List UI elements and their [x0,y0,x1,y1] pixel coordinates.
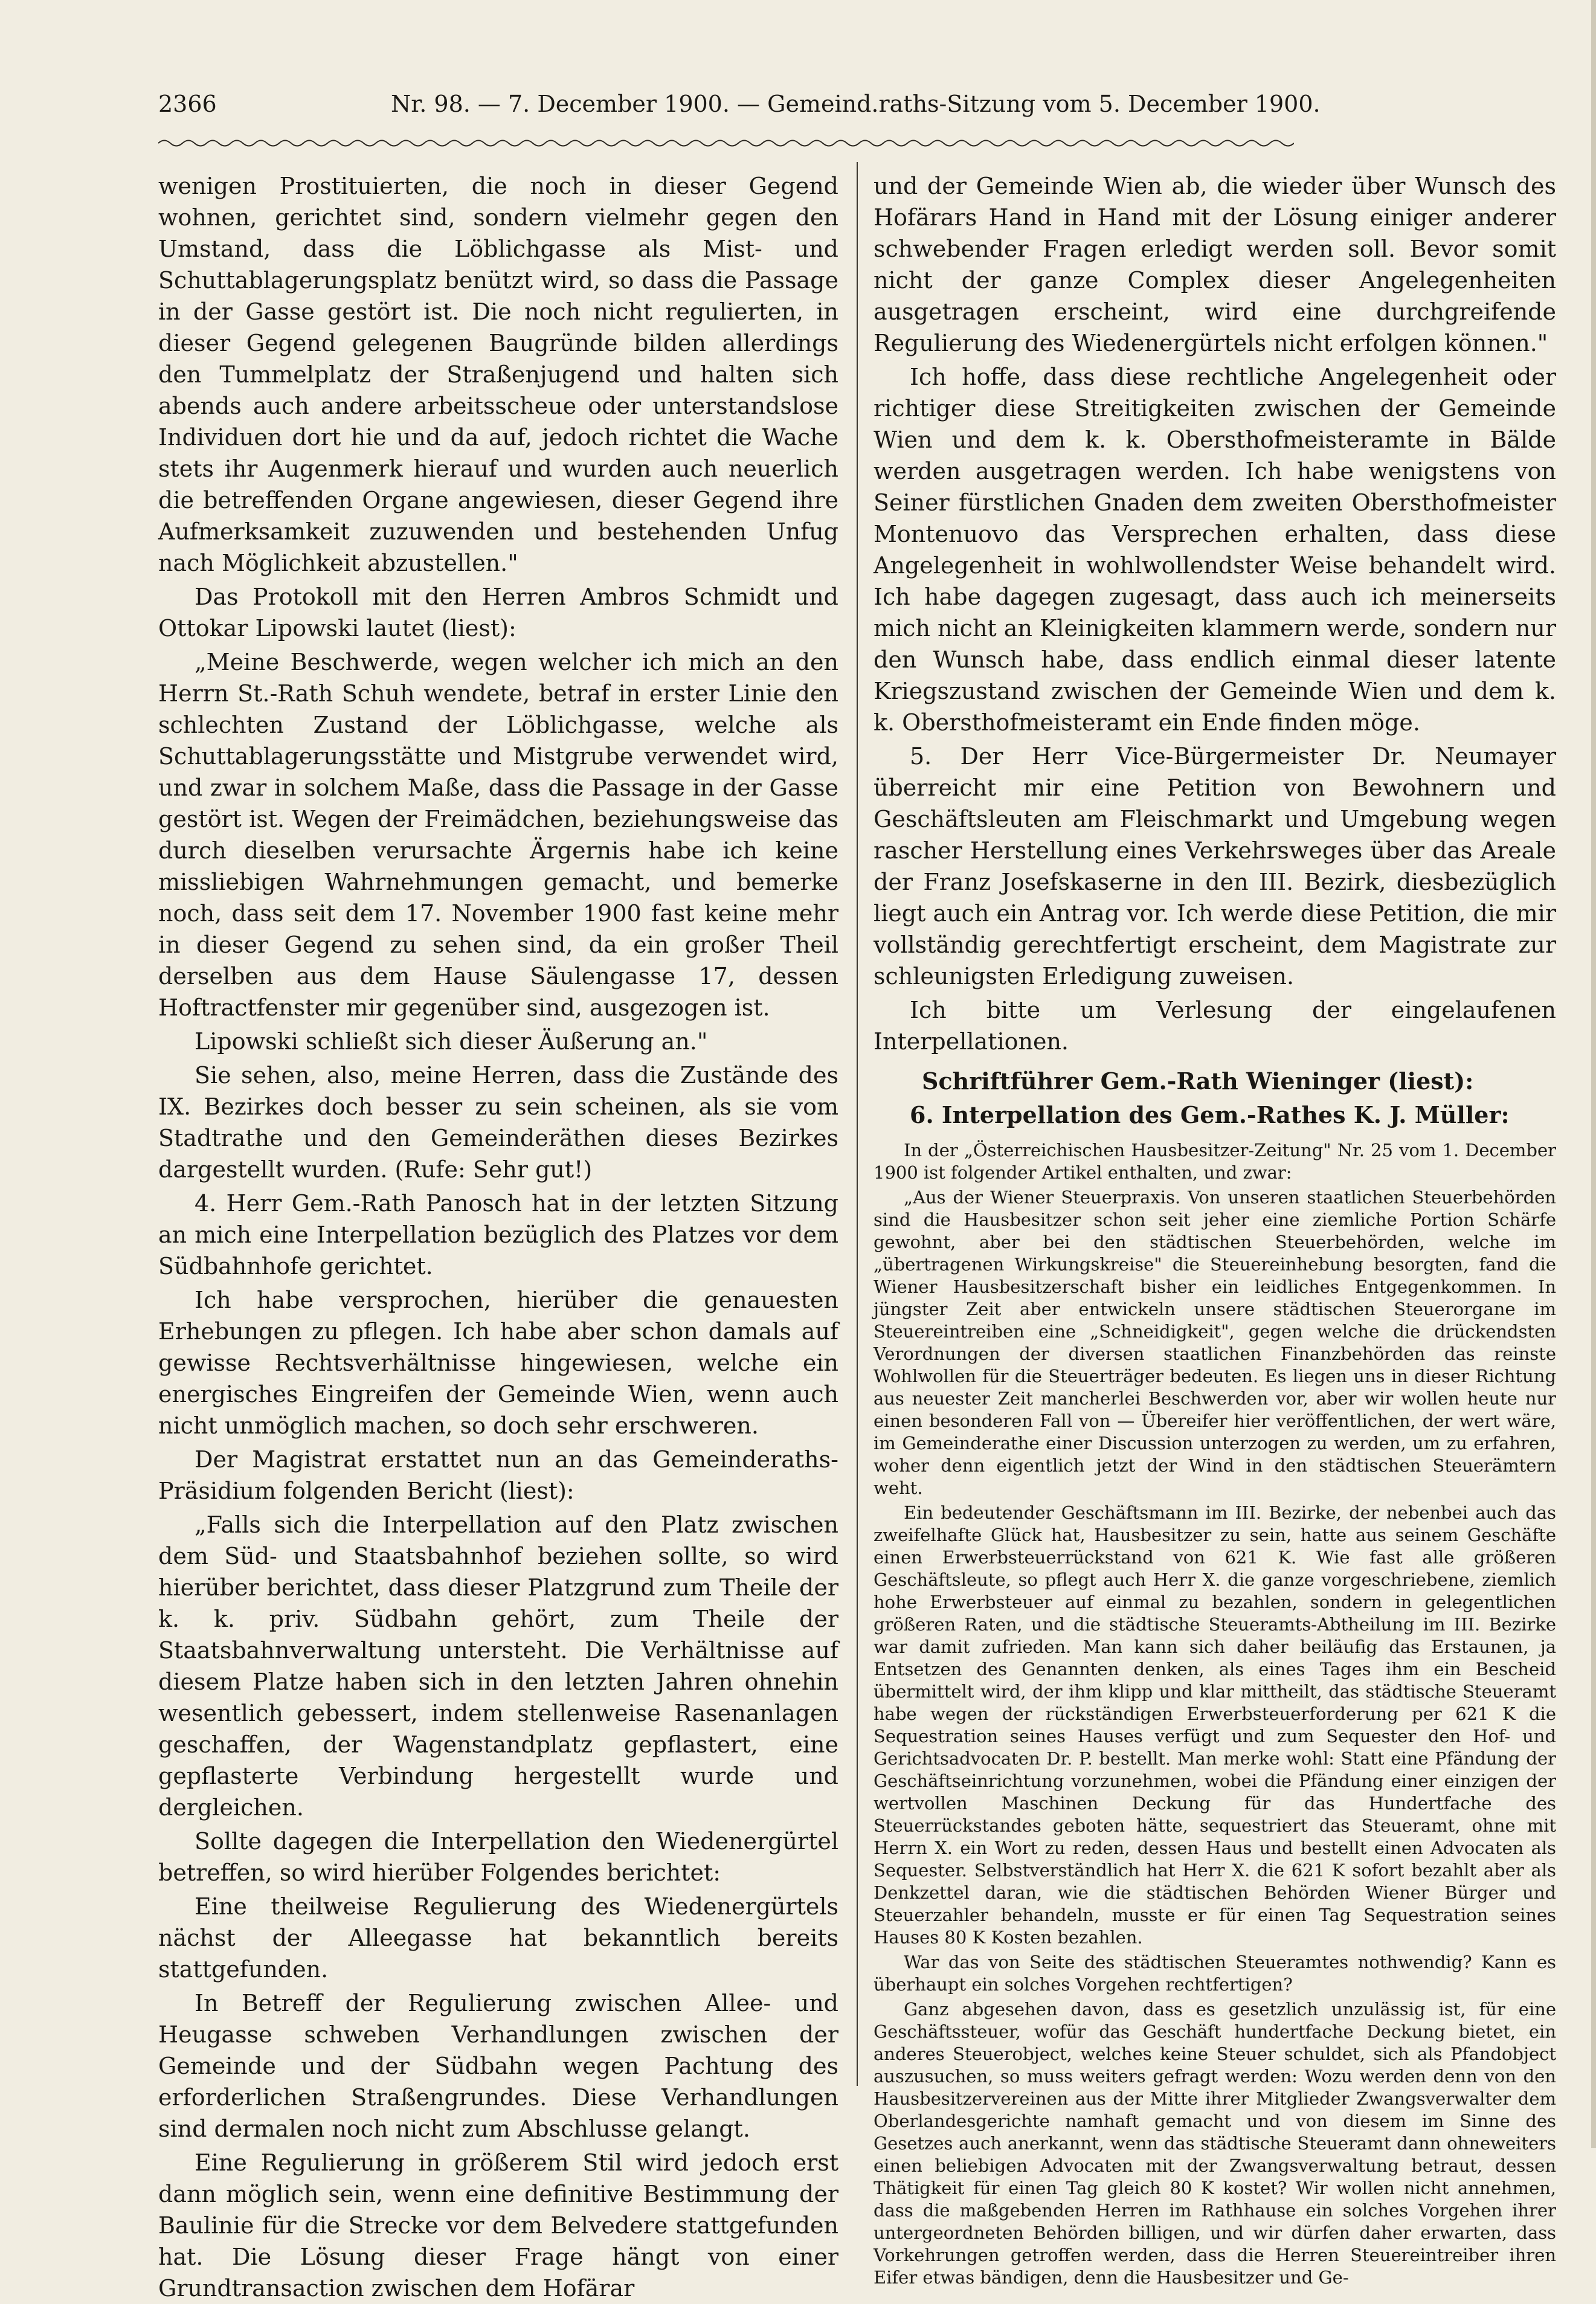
paragraph: Lipowski schließt sich dieser Äußerung an." [195,1028,708,1055]
section-heading: Schriftführer Gem.-Rath Wieninger (liest): [922,1067,1474,1095]
paragraph: War das von Seite des städtischen Steueramtes nothwendig? Kann es überhaupt ein solches Vorgehen rechtfertigen? [874,1952,1556,1995]
paragraph: und der Gemeinde Wien ab, die wieder über Wunsch des Hofärars Hand in Hand mit der Lösung einiger anderer schwebender Fragen erledigt werden soll. Bevor somit nicht der ganze Complex dieser Angelegenheiten ausgetragen erscheint, wird eine durchgreifende Regulierung des Wiedenergürtels nicht erfolgen können." [874,173,1556,356]
header-wave-rule [158,138,1294,149]
paragraph: 5. Der Herr Vice-Bürgermeister Dr. Neumayer überreicht mir eine Petition von Bewohnern und Geschäftsleuten am Fleischmarkt und Umgebung wegen rascher Herstellung eines Verkehrsweges über das Areale der Franz Josefskaserne in den III. Bezirk, diesbezüglich liegt auch ein Antrag vor. Ich werde diese Petition, die mir vollständig gerechtfertigt erscheint, dem Magistrate zur schleunigsten Erledigung zuweisen. [874,743,1556,989]
paragraph: Eine theilweise Regulierung des Wiedenergürtels nächst der Alleegasse hat bekanntlich bereits stattgefunden. [158,1893,838,1983]
header-title: Nr. 98. — 7. December 1900. — Gemeind.raths-Sitzung vom 5. December 1900. [391,91,1321,117]
paragraph: wenigen Prostituierten, die noch in dieser Gegend wohnen, gerichtet sind, sondern vielmehr gegen den Umstand, dass die Löblichgasse als Mist- und Schuttablagerungsplatz benützt wird, so dass die Passage in der Gasse gestört ist. Die noch nicht regulierten, in dieser Gegend gelegenen Baugründe bilden allerdings den Tummelplatz der Straßenjugend und halten sich abends auch andere arbeitsscheue oder unterstandslose Individuen dort hie und da auf, jedoch richtet die Wache stets ihr Augenmerk hierauf und wurden auch neuerlich die betreffenden Organe angewiesen, dieser Gegend ihre Aufmerksamkeit zuzuwenden und bestehenden Unfug nach Möglichkeit abzustellen." [158,173,838,576]
paragraph: Ich habe versprochen, hierüber die genauesten Erhebungen zu pflegen. Ich habe aber schon damals auf gewisse Rechtsverhältnisse hingewiesen, welche ein energisches Eingreifen der Gemeinde Wien, wenn auch nicht unmöglich machen, so doch sehr erschweren. [158,1287,838,1439]
paragraph: Ich hoffe, dass diese rechtliche Angelegenheit oder richtiger diese Streitigkeiten zwischen der Gemeinde Wien und dem k. k. Obersthofmeisteramte in Bälde werden ausgetragen werden. Ich habe wenigstens von Seiner fürstlichen Gnaden dem zweiten Obersthofmeister Montenuovo das Versprechen erhalten, dass diese Angelegenheit in wohlwollendster Weise behandelt wird. Ich habe dagegen zugesagt, dass auch ich meinerseits mich nicht an Kleinigkeiten klammern werde, sondern nur den Wunsch habe, dass endlich einmal dieser latente Kriegszustand zwischen der Gemeinde Wien und dem k. k. Obersthofmeisteramt ein Ende finden möge. [874,364,1556,736]
paragraph: Ich bitte um Verlesung der eingelaufenen Interpellationen. [874,997,1556,1055]
left-column [158,170,838,2304]
paragraph: Ein bedeutender Geschäftsmann im III. Bezirke, der nebenbei auch das zweifelhafte Glück hat, Hausbesitzer zu sein, hatte aus seinem Geschäfte einen Erwerbsteuerrückstand von 621 K. Wie fast alle größeren Geschäftsleute, so pflegt auch Herr X. die ganze vorgeschriebene, ziemlich hohe Erwerbsteuer auf einmal zu bezahlen, sondern in gelegentlichen größeren Raten, und die städtische Steueramts-Abtheilung im III. Bezirke war damit zufrieden. Man kann sich daher beiläufig das Erstaunen, ja Entsetzen des Genannten denken, als eines Tages ihm ein Bescheid übermittelt wird, der ihm klipp und klar mittheilt, das städtische Steueramt habe wegen der rückständigen Erwerbsteuerforderung per 621 K die Sequestration seines Hauses verfügt und zum Sequester den Hof- und Gerichtsadvocaten Dr. P. bestellt. Man merke wohl: Statt eine Pfändung der Geschäftseinrichtung vorzunehmen, wobei die Pfändung einer einzigen der wertvollen Maschinen Deckung für das Hundertfache des Steuerrückstandes geboten hätte, sequestriert das Steueramt, ohne mit Herrn X. ein Wort zu reden, dessen Haus und bestellt einen Advocaten als Sequester. Selbstverständlich hat Herr X. die 621 K sofort bezahlt aber als Denkzettel daran, wie die städtischen Behörden Wiener Bürger und Steuerzahler behandeln, musste er für einen Tag Sequestration seines Hauses 80 K Kosten bezahlen. [874,1502,1556,1948]
paragraph: In der „Österreichischen Hausbesitzer-Zeitung" Nr. 25 vom 1. December 1900 ist folgender Artikel enthalten, und zwar: [874,1140,1556,1183]
paragraph: Das Protokoll mit den Herren Ambros Schmidt und Ottokar Lipowski lautet (liest): [158,584,838,642]
interpellation-body [874,1139,1556,2289]
page-header [158,91,1321,127]
page-number: 2366 [158,91,217,117]
right-column [874,170,1556,2289]
paragraph: „Falls sich die Interpellation auf den Platz zwischen dem Süd- und Staatsbahnhof beziehen sollte, so wird hierüber berichtet, dass dieser Platzgrund zum Theile der k. k. priv. Südbahn gehört, zum Theile der Staatsbahnverwaltung untersteht. Die Verhältnisse auf diesem Platze haben sich in den letzten Jahren ohnehin wesentlich gebessert, indem stellenweise Rasenanlagen geschaffen, der Wagenstandplatz gepflastert, eine gepflasterte Verbindung hergestellt wurde und dergleichen. [158,1511,838,1821]
paragraph: Sie sehen, also, meine Herren, dass die Zustände des IX. Bezirkes doch besser zu sein scheinen, als sie vom Stadtrathe und den Gemeinderäthen dieses Bezirkes dargestellt wurden. (Rufe: Sehr gut!) [158,1062,838,1183]
paragraph: In Betreff der Regulierung zwischen Allee- und Heugasse schweben Verhandlungen zwischen der Gemeinde und der Südbahn wegen Pachtung des erforderlichen Straßengrundes. Diese Verhandlungen sind dermalen noch nicht zum Abschlusse gelangt. [158,1990,838,2142]
interpellation-heading: 6. Interpellation des Gem.-Rathes K. J. Müller: [910,1101,1510,1128]
paragraph: Der Magistrat erstattet nun an das Gemeinderaths-Präsidium folgenden Bericht (liest): [158,1446,838,1504]
paragraph: Ganz abgesehen davon, dass es gesetzlich unzulässig ist, für eine Geschäftssteuer, wofür das Geschäft hundertfache Deckung bietet, ein anderes Steuerobject, welches keine Steuer schuldet, sich als Pfandobject auszusuchen, so muss weiters gefragt werden: Wozu werden denn von den Hausbesitzervereinen aus der Mitte ihrer Mitglieder Zwangsverwalter dem Oberlandesgerichte namhaft gemacht und von diesem im Sinne des Gesetzes auch anerkannt, wenn das städtische Steueramt dann ohneweiters einen beliebigen Advocaten mit der Zwangsverwaltung betraut, dessen Thätigkeit für einen Tag gleich 80 K kostet? Wir wollen nicht annehmen, dass die maßgebenden Herren im Rathhause ein solches Vorgehen ihrer untergeordneten Behörden billigen, und wir dürfen daher erwarten, dass Vorkehrungen getroffen werden, dass die Herren Steuereintreiber ihren Eifer etwas bändigen, denn die Hausbesitzer und Ge- [874,1999,1556,2288]
paragraph: „Meine Beschwerde, wegen welcher ich mich an den Herrn St.-Rath Schuh wendete, betraf in erster Linie den schlechten Zustand der Löblichgasse, welche als Schuttablagerungsstätte und Mistgrube verwendet wird, und zwar in solchem Maße, dass die Passage in der Gasse gestört ist. Wegen der Freimädchen, beziehungsweise das durch dieselben verursachte Ärgernis habe ich keine missliebigen Wahrnehmungen gemacht, und bemerke noch, dass seit dem 17. November 1900 fast keine mehr in dieser Gegend zu sehen sind, da ein großer Theil derselben aus dem Hause Säulengasse 17, dessen Hoftractfenster mir gegenüber sind, ausgezogen ist. [158,649,838,1021]
paragraph: Sollte dagegen die Interpellation den Wiedenergürtel betreffen, so wird hierüber Folgendes berichtet: [158,1828,838,1886]
paragraph: 4. Herr Gem.-Rath Panosch hat in der letzten Sitzung an mich eine Interpellation bezüglich des Platzes vor dem Südbahnhofe gerichtet. [158,1190,838,1279]
paragraph: „Aus der Wiener Steuerpraxis. Von unseren staatlichen Steuerbehörden sind die Hausbesitzer schon seit jeher eine ziemliche Portion Schärfe gewohnt, aber bei den städtischen Steuerbehörden, welche im „übertragenen Wirkungskreise" die Steuereinhebung besorgten, fand die Wiener Hausbesitzerschaft bisher ein leidliches Entgegenkommen. In jüngster Zeit aber entwickeln unsere städtischen Steuerorgane im Steuereintreiben eine „Schneidigkeit", gegen welche die drückendsten Verordnungen der diversen staatlichen Finanzbehörden das reinste Wohlwollen für die Steuerträger bedeuten. Es liegen uns in dieser Richtung aus neuester Zeit mancherlei Beschwerden vor, aber wir wollen heute nur einen besonderen Fall von — Übereifer hier veröffentlichen, der wert wäre, im Gemeinderathe einer Discussion unterzogen zu werden, um zu erfahren, woher denn eigentlich jetzt der Wind in den städtischen Steuerämtern weht. [874,1187,1556,1498]
paragraph: Eine Regulierung in größerem Stil wird jedoch erst dann möglich sein, wenn eine definitive Bestimmung der Baulinie für die Strecke vor dem Belvedere stattgefunden hat. Die Lösung dieser Frage hängt von einer Grundtransaction zwischen dem Hofärar [158,2149,838,2302]
column-divider [857,162,858,2086]
page-edge [1591,0,1596,2148]
